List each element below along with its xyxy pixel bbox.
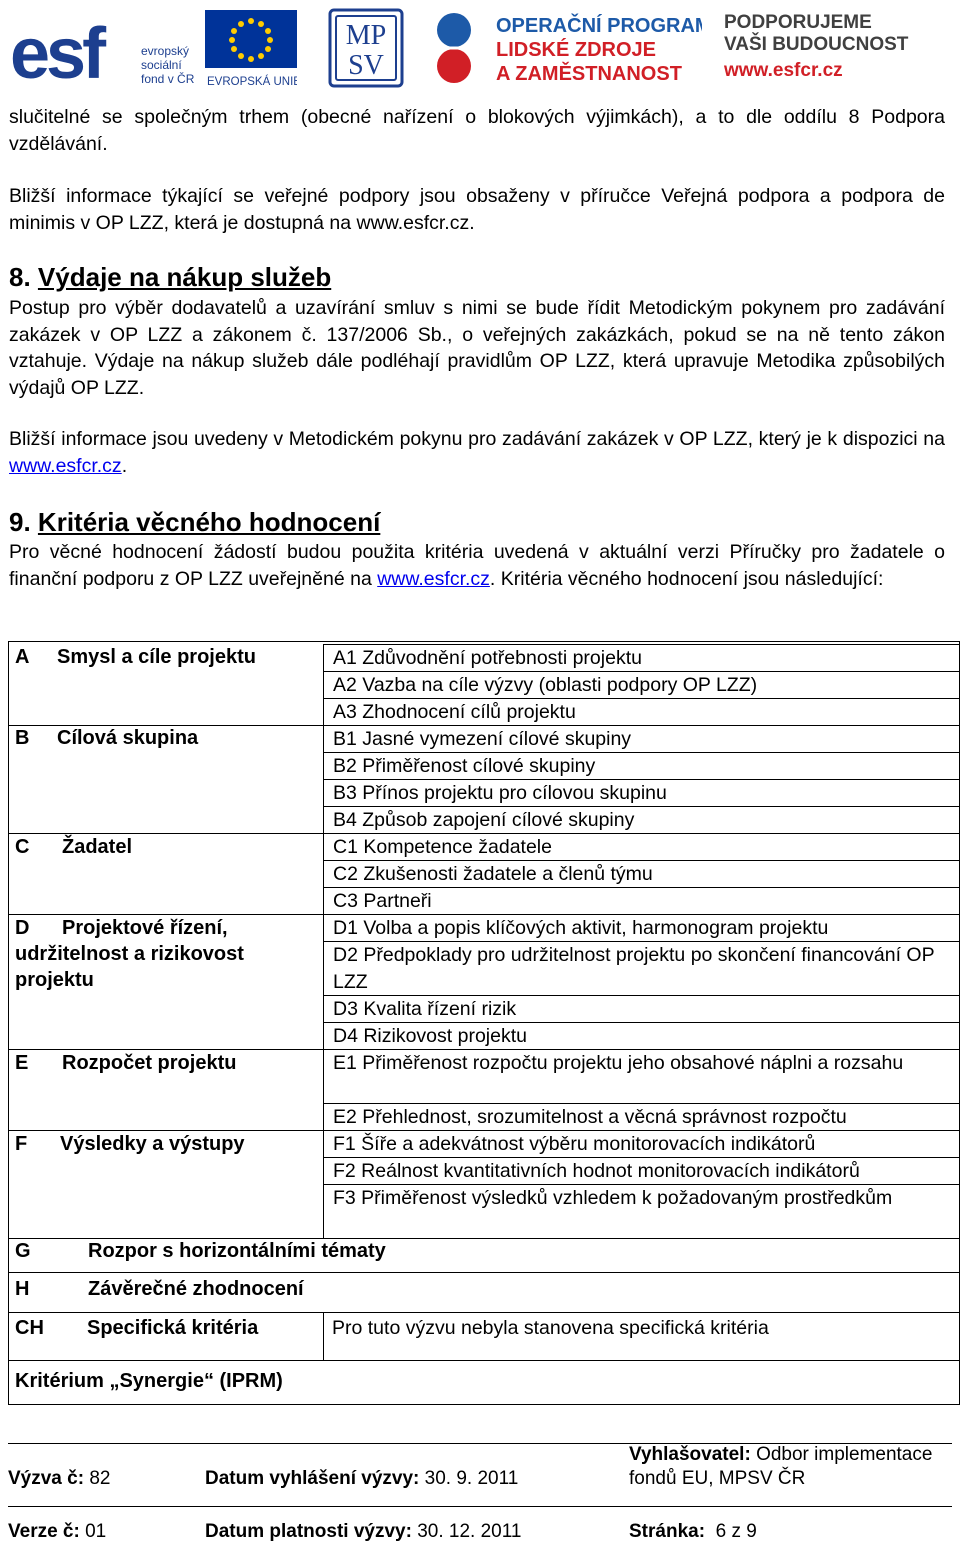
esfcr-link-1[interactable]: www.esfcr.cz: [9, 454, 122, 477]
criterion-d4: D4 Rizikovost projektu: [323, 1022, 959, 1049]
header-logos: [0, 0, 960, 95]
criterion-a2: A2 Vazba na cíle výzvy (oblasti podpory OP LZZ): [323, 671, 959, 698]
paragraph-4: Bližší informace jsou uvedeny v Metodickém pokynu pro zadávání zakázek v OP LZZ, který je k dispozici na www.esfcr.cz.: [9, 428, 945, 477]
paragraph-5: Pro věcné hodnocení žádostí budou použita kritéria uvedená v aktuální verzi Příručky pro žadatele o finanční podporu z OP LZZ uveřejněné na www.esfcr.cz. Kritéria věcného hodnocení jsou následující:: [9, 541, 945, 590]
svg-text:SV: SV: [348, 50, 384, 81]
criterion-d2: D2 Předpoklady pro udržitelnost projektu po skončení financování OP LZZ: [323, 941, 959, 995]
criterion-b1: B1 Jasné vymezení cílové skupiny: [323, 725, 959, 752]
criterion-a1: A1 Zdůvodnění potřebnosti projektu: [323, 644, 959, 671]
svg-text:sociální: sociální: [141, 58, 182, 72]
criterion-ch: CH Specifická kritéria: [15, 1317, 259, 1339]
eu-flag-logo: [205, 10, 297, 88]
criterion-d: D Projektové řízení, udržitelnost a rizikovost projektu: [15, 917, 244, 991]
svg-text:fond v ČR: fond v ČR: [141, 72, 195, 86]
criterion-c: C Žadatel: [15, 836, 133, 858]
paragraph-2: Bližší informace týkající se veřejné podpory jsou obsaženy v příručce Veřejná podpora a podpora de minimis v OP LZZ, která je dostupná na www.esfcr.cz.: [9, 185, 945, 234]
slogan-url[interactable]: www.esfcr.cz: [724, 60, 843, 81]
section-8-title: Výdaje na nákup služeb: [37, 262, 332, 292]
criterion-g: G Rozpor s horizontálními tématy: [15, 1240, 386, 1262]
criterion-synergie: Kritérium „Synergie“ (IPRM): [15, 1370, 283, 1392]
criterion-f: F Výsledky a výstupy: [15, 1133, 245, 1155]
esf-letters: esf: [10, 14, 103, 86]
criterion-b3: B3 Přínos projektu pro cílovou skupinu: [323, 779, 959, 806]
criteria-table: [8, 641, 960, 1405]
mpsv-logo: [328, 8, 404, 88]
criterion-e1: E1 Přiměřenost rozpočtu projektu jeho obsahové náplni a rozsahu: [323, 1049, 959, 1103]
esf-logo: [8, 8, 208, 86]
criterion-d1: D1 Volba a popis klíčových aktivit, harmonogram projektu: [323, 914, 959, 941]
criterion-f1: F1 Šíře a adekvátnost výběru monitorovacích indikátorů: [323, 1130, 959, 1157]
criterion-b: B Cílová skupina: [15, 727, 199, 749]
criterion-ch-note: Pro tuto výzvu nebyla stanovena specifická kritéria: [332, 1317, 769, 1339]
footer-verze: Verze č: 01: [8, 1521, 107, 1542]
criterion-f2: F2 Reálnost kvantitativních hodnot monitorovacích indikátorů: [323, 1157, 959, 1184]
criterion-a3: A3 Zhodnocení cílů projektu: [323, 698, 959, 725]
criterion-c3: C3 Partneři: [323, 887, 959, 914]
footer-datum-vyhlaseni: Datum vyhlášení výzvy: 30. 9. 2011: [205, 1468, 519, 1489]
criterion-b2: B2 Přiměřenost cílové skupiny: [323, 752, 959, 779]
footer-datum-platnosti: Datum platnosti výzvy: 30. 12. 2011: [205, 1521, 522, 1542]
criterion-c1: C1 Kompetence žadatele: [323, 833, 959, 860]
paragraph-5-text: Pro věcné hodnocení žádostí budou použita kritéria uvedená v aktuální verzi Příručky pro žadatele o finanční podporu z OP LZZ uveřejněné na: [9, 541, 945, 590]
svg-text:MP: MP: [345, 20, 387, 51]
footer-stranka: Stránka: 6 z 9: [629, 1521, 757, 1542]
section-8-heading: [9, 262, 331, 292]
section-9-number: 9.: [9, 507, 31, 537]
criterion-a: A Smysl a cíle projektu: [15, 646, 256, 668]
paragraph-4-text: Bližší informace jsou uvedeny v Metodickém pokynu pro zadávání zakázek v OP LZZ, který je k dispozici na: [9, 428, 945, 450]
section-8-number: 8.: [9, 262, 31, 292]
page-footer: [8, 1443, 952, 1552]
svg-text:EVROPSKÁ UNIE: EVROPSKÁ UNIE: [207, 76, 297, 88]
slogan-line-2: VAŠI BUDOUCNOST: [724, 34, 909, 55]
paragraph-1: slučitelné se společným trhem (obecné nařízení o blokových výjimkách), a to dle oddílu 8 Podpora vzdělávání.: [9, 106, 945, 155]
criterion-c2: C2 Zkušenosti žadatele a členů týmu: [323, 860, 959, 887]
esfcr-link-2[interactable]: www.esfcr.cz: [377, 567, 490, 590]
criterion-b4: B4 Způsob zapojení cílové skupiny: [323, 806, 959, 833]
op-lzz-logo: [432, 8, 702, 88]
svg-text:A ZAMĚSTNANOST: A ZAMĚSTNANOST: [496, 63, 682, 85]
footer-vyhlasovatel: Vyhlašovatel: Odbor implementace fondů EU, MPSV ČR: [629, 1444, 933, 1489]
criterion-e2: E2 Přehlednost, srozumitelnost a věcná správnost rozpočtu: [323, 1103, 959, 1130]
criterion-e: E Rozpočet projektu: [15, 1052, 237, 1074]
svg-text:LIDSKÉ ZDROJE: LIDSKÉ ZDROJE: [496, 39, 657, 61]
svg-text:OPERAČNÍ PROGRAM: OPERAČNÍ PROGRAM: [496, 15, 702, 37]
slogan: [724, 12, 954, 82]
criterion-d3: D3 Kvalita řízení rizik: [323, 995, 959, 1022]
section-9-title: Kritéria věcného hodnocení: [37, 507, 381, 537]
criterion-h: H Závěrečné zhodnocení: [15, 1278, 304, 1300]
section-9-heading: [9, 507, 380, 537]
slogan-line-1: PODPORUJEME: [724, 12, 872, 33]
paragraph-3: Postup pro výběr dodavatelů a uzavírání smluv s nimi se bude řídit Metodickým pokynem pro zadávání zakázek v OP LZZ a zákonem č. 137/2006 Sb., o veřejných zakázkách, pokud se na ně tento zákon vztahuje. Výdaje na nákup služeb dále podléhají pravidlům OP LZZ, která upravuje Metodika způsobilých výdajů OP LZZ.: [9, 297, 945, 399]
criterion-f3: F3 Přiměřenost výsledků vzhledem k požadovaným prostředkům: [323, 1184, 959, 1238]
svg-text:evropský: evropský: [141, 44, 190, 58]
footer-vyzva: Výzva č: 82: [8, 1468, 111, 1489]
